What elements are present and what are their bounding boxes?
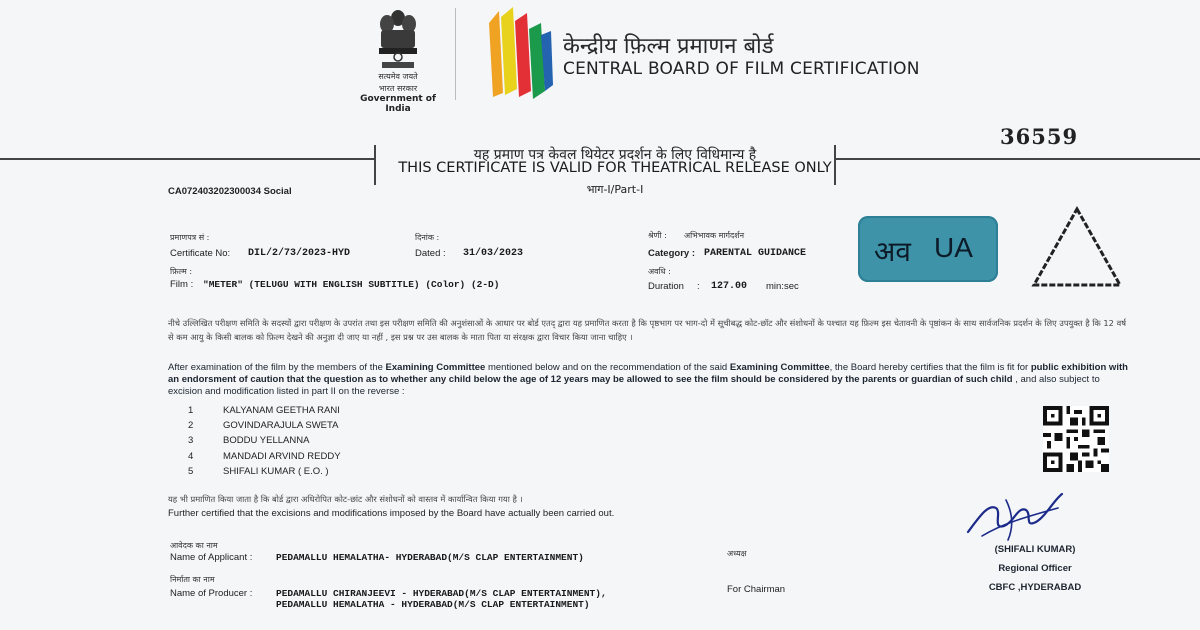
producer-value-1: PEDAMALLU CHIRANJEEVI - HYDERABAD(M/S CLAP ENTERTAINMENT), — [276, 588, 607, 599]
officer-name: (SHIFALI KUMAR) — [994, 544, 1076, 555]
rating-triangle — [1030, 205, 1124, 294]
producer-value-2: PEDAMALLU HEMALATHA - HYDERABAD(M/S CLAP ENTERTAINMENT) — [276, 599, 590, 610]
triangle-icon — [1030, 205, 1124, 289]
part-label: भाग-I/Part-I — [586, 183, 644, 196]
officer-office: CBFC ,HYDERABAD — [988, 582, 1082, 593]
member-num: 5 — [188, 466, 194, 477]
category-value: PARENTAL GUIDANCE — [704, 248, 807, 259]
duration-unit: min:sec — [766, 281, 799, 292]
examination-english: After examination of the film by the members of the Examining Committee mentioned below and on the recommendation of the said Examining Committee, the Board hereby certifies that the film is fit for public exhibition with an endorsment of caution that the question as to whether any child below the age of 12 years may be allowed to see the film should be considered by the parents or guardian of such child , and also subject to excision and modification listed in part II on the reverse : — [168, 362, 1128, 397]
duration-label: Duration — [648, 281, 684, 292]
duration-colon: : — [697, 281, 700, 292]
member-name: GOVINDARAJULA SWETA — [223, 420, 339, 431]
certificate-no-value: DIL/2/73/2023-HYD — [248, 248, 351, 259]
category-label-hindi: श्रेणी : — [648, 231, 667, 240]
film-label-hindi: फ़िल्म : — [170, 267, 193, 276]
producer-label-hindi: निर्माता का नाम — [170, 575, 215, 584]
date-value: 31/03/2023 — [463, 248, 524, 259]
certificate-no-label: Certificate No: — [170, 248, 231, 259]
board-name-english: CENTRAL BOARD OF FILM CERTIFICATION — [563, 59, 920, 79]
government-emblem — [358, 8, 438, 114]
cbfc-logo-icon — [485, 5, 555, 100]
member-num: 4 — [188, 451, 194, 462]
member-num: 2 — [188, 420, 194, 431]
date-label: Dated : — [415, 248, 446, 259]
rating-hindi: अव — [874, 235, 911, 268]
applicant-label: Name of Applicant : — [170, 552, 253, 563]
rating-english: UA — [934, 232, 973, 263]
validity-english: THIS CERTIFICATE IS VALID FOR THEATRICAL RELEASE ONLY — [398, 160, 832, 176]
emblem-hindi-label: भारत सरकार — [378, 84, 418, 93]
member-name: MANDADI ARVIND REDDY — [223, 451, 341, 462]
header-divider — [455, 8, 456, 100]
certificate-no-label-hindi: प्रमाणपत्र सं : — [170, 233, 210, 242]
applicant-label-hindi: आवेदक का नाम — [170, 541, 218, 550]
member-name: SHIFALI KUMAR ( E.O. ) — [223, 466, 329, 477]
validity-hindi: यह प्रमाण पत्र केवल थियेटर प्रदर्शन के लिए विधिमान्य है — [473, 147, 757, 163]
banner-line-right — [835, 158, 1200, 160]
member-name: KALYANAM GEETHA RANI — [223, 405, 340, 416]
board-name-hindi: केन्द्रीय फ़िल्म प्रमाणन बोर्ड — [563, 34, 774, 59]
serial-number: 36559 — [1000, 124, 1079, 149]
qr-code — [1042, 406, 1110, 472]
duration-value: 127.00 — [711, 281, 748, 292]
rating-badge — [858, 216, 998, 282]
cbfc-logo — [485, 5, 555, 100]
film-title-value: "METER" (TELUGU WITH ENGLISH SUBTITLE) (Color) (2-D) — [203, 279, 500, 290]
member-name: BODDU YELLANNA — [223, 435, 310, 446]
category-label: Category : — [648, 248, 695, 259]
member-num: 1 — [188, 405, 194, 416]
further-hindi: यह भी प्रमाणित किया जाता है कि बोर्ड द्वारा अधिरोपित कोट-छांट और संशोधनों को वास्तव में कार्यान्वित किया गया है । — [168, 494, 523, 504]
banner-bracket-left — [374, 145, 376, 185]
date-label-hindi: दिनांक : — [415, 233, 440, 242]
emblem-english-label: Government of India — [360, 94, 436, 114]
lion-capital-icon — [376, 8, 420, 70]
signature-icon — [962, 486, 1072, 546]
film-label: Film : — [170, 279, 194, 290]
officer-title: Regional Officer — [998, 563, 1072, 574]
examination-hindi: नीचे उल्लिखित परीक्षण समिति के सदस्यों द्वारा परीक्षण के उपरांत तथा इस परीक्षण समिति की अनुशंसाओं के आधार पर बोर्ड एतद् द्वारा यह प्रमाणित करता है कि पृष्ठभाग पर भाग-दो में सूचीबद्ध कोट-छॉट और संशोधनों के पश्चात यह फ़िल्म इस चेतावनी के पृष्ठांकन के साथ सार्वजनिक प्रदर्शन के लिए उपयुक्त है कि 12 वर्ष से कम आयु के किसी बालक को फ़िल्म देखने की अनुज्ञा दी जाए या नहीं , इस प्रश्न पर उस बालक के माता पिता या संरक्षक द्वारा विचार किया जाना चाहिए । — [168, 318, 1126, 342]
chairman-hindi: अध्यक्ष — [727, 549, 747, 558]
duration-label-hindi: अवधि : — [648, 267, 671, 276]
qr-code-icon — [1042, 406, 1110, 472]
applicant-value: PEDAMALLU HEMALATHA- HYDERABAD(M/S CLAP ENTERTAINMENT) — [276, 552, 584, 563]
reference-number: CA072403202300034 Social — [168, 186, 292, 197]
officer-signature — [962, 486, 1072, 546]
emblem-motto: सत्यमेव जयते — [378, 72, 418, 81]
banner-line-left — [0, 158, 375, 160]
further-english: Further certified that the excisions and modifications imposed by the Board have actually been carried out. — [168, 508, 615, 519]
member-num: 3 — [188, 435, 194, 446]
category-value-hindi: अभिभावक मार्गदर्शन — [684, 231, 745, 240]
chairman-label: For Chairman — [727, 584, 786, 595]
producer-label: Name of Producer : — [170, 588, 253, 599]
